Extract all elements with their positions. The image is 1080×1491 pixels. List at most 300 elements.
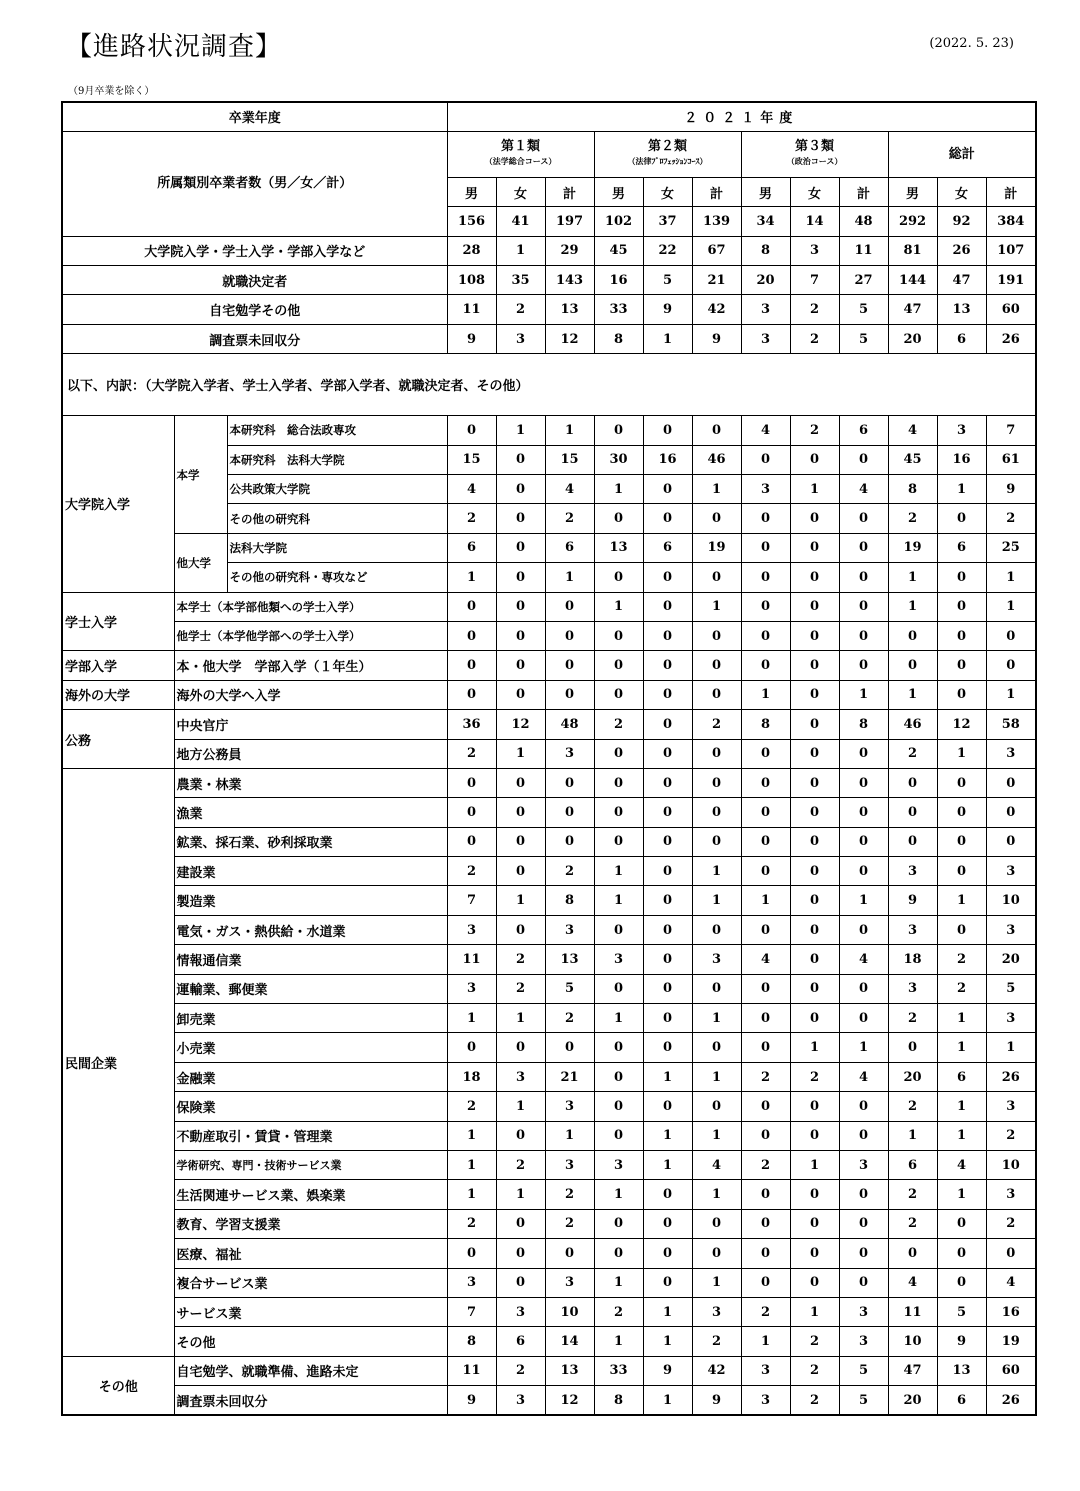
value-cell: 1	[692, 857, 741, 886]
value-cell: 1	[545, 1121, 594, 1150]
value-cell: 1	[594, 1180, 643, 1209]
value-cell: 0	[790, 974, 839, 1003]
value-cell: 0	[594, 1239, 643, 1268]
value-cell: 11	[447, 1356, 496, 1385]
value-cell: 6	[496, 1327, 545, 1356]
value-cell: 1	[643, 1151, 692, 1180]
value-cell: 9	[447, 324, 496, 353]
value-cell: 0	[447, 416, 496, 445]
row-label: 情報通信業	[174, 945, 447, 974]
value-cell: 1	[839, 680, 888, 709]
value-cell: 2	[545, 504, 594, 533]
value-cell: 0	[937, 857, 986, 886]
value-cell: 3	[839, 1151, 888, 1180]
row-label: 自宅勉学、就職準備、進路未定	[174, 1356, 447, 1385]
subcolumn-header: 男	[594, 177, 643, 206]
summary-label: 就職決定者	[62, 266, 447, 295]
value-cell: 13	[545, 1356, 594, 1385]
group-sub: （法律ﾌﾟﾛﾌｪｯｼｮﾝｺｰｽ）	[627, 156, 708, 167]
value-cell: 0	[741, 651, 790, 680]
value-cell: 0	[790, 1239, 839, 1268]
value-cell: 7	[986, 416, 1036, 445]
subcolumn-header: 計	[839, 177, 888, 206]
value-cell: 0	[790, 533, 839, 562]
value-cell: 9	[643, 1356, 692, 1385]
value-cell: 0	[790, 945, 839, 974]
value-cell: 0	[643, 1180, 692, 1209]
value-cell: 20	[986, 945, 1036, 974]
subcolumn-header: 女	[790, 177, 839, 206]
row-label: 不動産取引・賃貸・管理業	[174, 1121, 447, 1150]
value-cell: 2	[496, 295, 545, 324]
summary-label: 調査票未回収分	[62, 324, 447, 353]
value-cell: 2	[790, 295, 839, 324]
value-cell: 0	[692, 1209, 741, 1238]
value-cell: 0	[741, 621, 790, 650]
summary-row	[62, 266, 1036, 295]
value-cell: 0	[937, 827, 986, 856]
value-cell: 3	[496, 1297, 545, 1326]
value-cell: 0	[692, 621, 741, 650]
value-cell: 61	[986, 445, 1036, 474]
value-cell: 0	[594, 1033, 643, 1062]
value-cell: 2	[888, 1180, 937, 1209]
value-cell: 0	[496, 768, 545, 797]
value-cell: 0	[594, 827, 643, 856]
value-cell: 9	[447, 1386, 496, 1415]
value-cell: 2	[594, 710, 643, 739]
value-cell: 0	[447, 680, 496, 709]
year-label: 卒業年度	[62, 102, 447, 131]
value-cell: 0	[937, 621, 986, 650]
value-cell: 0	[496, 621, 545, 650]
value-cell: 3	[839, 1327, 888, 1356]
value-cell: 0	[741, 827, 790, 856]
value-cell: 0	[545, 1239, 594, 1268]
value-cell: 3	[741, 1356, 790, 1385]
row-label: 保険業	[174, 1092, 447, 1121]
total-cell: 14	[790, 207, 839, 236]
total-cell: 384	[986, 207, 1036, 236]
value-cell: 0	[839, 651, 888, 680]
value-cell: 0	[692, 974, 741, 1003]
private-row	[62, 1004, 1036, 1033]
value-cell: 3	[545, 1151, 594, 1180]
value-cell: 0	[937, 1268, 986, 1297]
value-cell: 3	[741, 295, 790, 324]
value-cell: 0	[496, 798, 545, 827]
subcolumn-header: 計	[545, 177, 594, 206]
value-cell: 0	[496, 563, 545, 592]
value-cell: 1	[937, 1033, 986, 1062]
value-cell: 13	[594, 533, 643, 562]
value-cell: 0	[594, 1121, 643, 1150]
row-label: 学術研究、専門・技術サービス業	[174, 1151, 447, 1180]
value-cell: 13	[545, 945, 594, 974]
year-row	[62, 102, 1036, 131]
value-cell: 0	[741, 798, 790, 827]
value-cell: 6	[937, 324, 986, 353]
value-cell: 0	[545, 798, 594, 827]
value-cell: 42	[692, 1356, 741, 1385]
value-cell: 0	[741, 739, 790, 768]
value-cell: 2	[496, 974, 545, 1003]
subcolumn-header: 女	[496, 177, 545, 206]
page-title: 【進路状況調査】	[66, 32, 283, 62]
value-cell: 0	[496, 651, 545, 680]
value-cell: 0	[790, 445, 839, 474]
value-cell: 0	[937, 651, 986, 680]
value-cell: 0	[790, 592, 839, 621]
value-cell: 2	[447, 1209, 496, 1238]
value-cell: 10	[986, 886, 1036, 915]
value-cell: 0	[692, 680, 741, 709]
public-row	[62, 710, 1036, 739]
value-cell: 0	[545, 680, 594, 709]
total-cell: 292	[888, 207, 937, 236]
value-cell: 0	[790, 621, 839, 650]
value-cell: 2	[545, 1004, 594, 1033]
value-cell: 6	[937, 1062, 986, 1091]
total-cell: 139	[692, 207, 741, 236]
breakdown-note: 以下、内訳：（大学院入学者、学士入学者、学部入学者、就職決定者、その他）	[62, 354, 1036, 416]
value-cell: 1	[594, 475, 643, 504]
value-cell: 0	[790, 827, 839, 856]
value-cell: 1	[496, 1004, 545, 1033]
value-cell: 0	[839, 1239, 888, 1268]
value-cell: 9	[692, 1386, 741, 1415]
row-label: 調査票未回収分	[174, 1386, 447, 1415]
value-cell: 0	[741, 915, 790, 944]
value-cell: 0	[643, 416, 692, 445]
summary-row	[62, 236, 1036, 265]
value-cell: 1	[594, 1268, 643, 1297]
value-cell: 26	[986, 324, 1036, 353]
category-label: 学部入学	[62, 651, 174, 680]
value-cell: 0	[790, 857, 839, 886]
total-cell: 48	[839, 207, 888, 236]
value-cell: 8	[741, 710, 790, 739]
value-cell: 47	[937, 266, 986, 295]
private-row	[62, 1033, 1036, 1062]
value-cell: 8	[741, 236, 790, 265]
value-cell: 1	[937, 1092, 986, 1121]
value-cell: 1	[937, 475, 986, 504]
value-cell: 2	[496, 1356, 545, 1385]
value-cell: 0	[496, 445, 545, 474]
value-cell: 0	[594, 504, 643, 533]
value-cell: 0	[643, 651, 692, 680]
private-row	[62, 827, 1036, 856]
private-row	[62, 798, 1036, 827]
value-cell: 0	[839, 974, 888, 1003]
overseas-row	[62, 680, 1036, 709]
value-cell: 1	[447, 1151, 496, 1180]
value-cell: 4	[986, 1268, 1036, 1297]
value-cell: 19	[986, 1327, 1036, 1356]
row-label: 公共政策大学院	[227, 475, 447, 504]
value-cell: 3	[741, 1386, 790, 1415]
value-cell: 1	[937, 886, 986, 915]
value-cell: 0	[937, 592, 986, 621]
category-label: 海外の大学	[62, 680, 174, 709]
value-cell: 2	[545, 1180, 594, 1209]
value-cell: 0	[496, 1268, 545, 1297]
value-cell: 5	[986, 974, 1036, 1003]
value-cell: 2	[888, 504, 937, 533]
value-cell: 1	[496, 886, 545, 915]
row-label: 地方公務員	[174, 739, 447, 768]
value-cell: 0	[496, 827, 545, 856]
count-label: 所属類別卒業者数（男／女／計）	[62, 131, 447, 236]
value-cell: 0	[594, 1092, 643, 1121]
value-cell: 0	[888, 1239, 937, 1268]
value-cell: 1	[692, 1180, 741, 1209]
other-row	[62, 1386, 1036, 1415]
value-cell: 1	[937, 1121, 986, 1150]
value-cell: 3	[741, 475, 790, 504]
value-cell: 0	[986, 1239, 1036, 1268]
value-cell: 0	[790, 563, 839, 592]
value-cell: 1	[545, 416, 594, 445]
value-cell: 0	[790, 680, 839, 709]
value-cell: 0	[741, 1268, 790, 1297]
value-cell: 1	[937, 739, 986, 768]
value-cell: 0	[643, 504, 692, 533]
value-cell: 1	[986, 1033, 1036, 1062]
value-cell: 58	[986, 710, 1036, 739]
value-cell: 0	[643, 886, 692, 915]
value-cell: 3	[986, 739, 1036, 768]
value-cell: 3	[692, 945, 741, 974]
value-cell: 0	[741, 563, 790, 592]
value-cell: 3	[545, 1092, 594, 1121]
value-cell: 0	[888, 651, 937, 680]
private-row	[62, 915, 1036, 944]
private-row	[62, 768, 1036, 797]
value-cell: 0	[741, 1121, 790, 1150]
category-label: 公務	[62, 710, 174, 769]
summary-label: 自宅勉学その他	[62, 295, 447, 324]
total-cell: 34	[741, 207, 790, 236]
exclusion-note: （9月卒業を除く）	[68, 86, 155, 97]
value-cell: 3	[839, 1297, 888, 1326]
value-cell: 0	[447, 1033, 496, 1062]
value-cell: 4	[888, 1268, 937, 1297]
value-cell: 20	[888, 1386, 937, 1415]
private-row	[62, 974, 1036, 1003]
value-cell: 1	[496, 1092, 545, 1121]
value-cell: 2	[741, 1062, 790, 1091]
subcategory-label: 他大学	[174, 533, 227, 592]
value-cell: 0	[790, 915, 839, 944]
value-cell: 3	[447, 974, 496, 1003]
value-cell: 0	[545, 768, 594, 797]
value-cell: 16	[594, 266, 643, 295]
row-label: 教育、学習支援業	[174, 1209, 447, 1238]
value-cell: 1	[643, 1297, 692, 1326]
value-cell: 0	[790, 710, 839, 739]
value-cell: 10	[986, 1151, 1036, 1180]
value-cell: 3	[594, 945, 643, 974]
value-cell: 2	[741, 1151, 790, 1180]
value-cell: 3	[447, 915, 496, 944]
value-cell: 2	[986, 1121, 1036, 1150]
value-cell: 0	[790, 1180, 839, 1209]
report-date: (2022. 5. 23)	[929, 36, 1014, 51]
value-cell: 46	[692, 445, 741, 474]
value-cell: 1	[496, 236, 545, 265]
value-cell: 0	[643, 1239, 692, 1268]
private-row	[62, 1209, 1036, 1238]
value-cell: 0	[594, 768, 643, 797]
total-cell: 102	[594, 207, 643, 236]
value-cell: 0	[545, 651, 594, 680]
value-cell: 9	[692, 324, 741, 353]
value-cell: 0	[545, 592, 594, 621]
value-cell: 4	[839, 1062, 888, 1091]
value-cell: 0	[888, 1033, 937, 1062]
value-cell: 0	[741, 974, 790, 1003]
value-cell: 0	[741, 1033, 790, 1062]
faculty-row	[62, 651, 1036, 680]
value-cell: 0	[496, 1033, 545, 1062]
value-cell: 1	[447, 1004, 496, 1033]
subcolumn-header: 計	[986, 177, 1036, 206]
value-cell: 1	[692, 1004, 741, 1033]
value-cell: 1	[643, 1062, 692, 1091]
subcolumn-header: 男	[447, 177, 496, 206]
value-cell: 0	[741, 592, 790, 621]
value-cell: 4	[741, 945, 790, 974]
row-label: 小売業	[174, 1033, 447, 1062]
value-cell: 0	[790, 1092, 839, 1121]
value-cell: 0	[692, 798, 741, 827]
row-label: その他の研究科・専攻など	[227, 563, 447, 592]
value-cell: 3	[888, 857, 937, 886]
value-cell: 0	[741, 768, 790, 797]
value-cell: 0	[741, 1092, 790, 1121]
value-cell: 1	[888, 680, 937, 709]
value-cell: 11	[447, 945, 496, 974]
value-cell: 2	[790, 324, 839, 353]
value-cell: 46	[888, 710, 937, 739]
value-cell: 2	[888, 1092, 937, 1121]
value-cell: 0	[839, 1209, 888, 1238]
value-cell: 45	[594, 236, 643, 265]
value-cell: 18	[447, 1062, 496, 1091]
value-cell: 2	[937, 945, 986, 974]
value-cell: 0	[594, 739, 643, 768]
value-cell: 25	[986, 533, 1036, 562]
value-cell: 3	[986, 857, 1036, 886]
value-cell: 0	[790, 651, 839, 680]
value-cell: 1	[790, 1151, 839, 1180]
other-row	[62, 1356, 1036, 1385]
value-cell: 0	[839, 1092, 888, 1121]
value-cell: 9	[937, 1327, 986, 1356]
value-cell: 3	[545, 1268, 594, 1297]
value-cell: 3	[888, 915, 937, 944]
value-cell: 2	[790, 1327, 839, 1356]
value-cell: 12	[545, 1386, 594, 1415]
value-cell: 1	[594, 592, 643, 621]
value-cell: 0	[839, 798, 888, 827]
value-cell: 33	[594, 1356, 643, 1385]
year-value: ２０２１年度	[447, 102, 1036, 131]
bachelor-row	[62, 621, 1036, 650]
value-cell: 4	[692, 1151, 741, 1180]
value-cell: 18	[888, 945, 937, 974]
value-cell: 13	[937, 295, 986, 324]
value-cell: 0	[839, 563, 888, 592]
value-cell: 0	[986, 827, 1036, 856]
row-label: 法科大学院	[227, 533, 447, 562]
value-cell: 0	[643, 1033, 692, 1062]
value-cell: 2	[741, 1297, 790, 1326]
value-cell: 0	[643, 857, 692, 886]
value-cell: 1	[692, 475, 741, 504]
value-cell: 3	[545, 915, 594, 944]
subcolumn-header: 女	[937, 177, 986, 206]
value-cell: 0	[594, 680, 643, 709]
value-cell: 15	[545, 445, 594, 474]
value-cell: 0	[643, 592, 692, 621]
value-cell: 1	[888, 592, 937, 621]
value-cell: 3	[496, 1062, 545, 1091]
value-cell: 3	[545, 739, 594, 768]
value-cell: 0	[839, 1004, 888, 1033]
value-cell: 2	[790, 1386, 839, 1415]
value-cell: 0	[643, 710, 692, 739]
value-cell: 14	[545, 1327, 594, 1356]
value-cell: 0	[447, 827, 496, 856]
private-row	[62, 1151, 1036, 1180]
row-label: 卸売業	[174, 1004, 447, 1033]
row-label: その他の研究科	[227, 504, 447, 533]
value-cell: 3	[986, 1092, 1036, 1121]
row-label: 本研究科 総合法政専攻	[227, 416, 447, 445]
value-cell: 1	[643, 1121, 692, 1150]
value-cell: 12	[545, 324, 594, 353]
value-cell: 2	[447, 504, 496, 533]
value-cell: 81	[888, 236, 937, 265]
row-label: 中央官庁	[174, 710, 447, 739]
value-cell: 0	[692, 1033, 741, 1062]
private-row	[62, 1180, 1036, 1209]
value-cell: 26	[986, 1062, 1036, 1091]
value-cell: 0	[839, 592, 888, 621]
value-cell: 0	[986, 798, 1036, 827]
value-cell: 3	[496, 324, 545, 353]
value-cell: 13	[545, 295, 594, 324]
value-cell: 6	[545, 533, 594, 562]
value-cell: 0	[839, 768, 888, 797]
value-cell: 0	[839, 857, 888, 886]
value-cell: 0	[496, 1239, 545, 1268]
value-cell: 0	[839, 504, 888, 533]
value-cell: 28	[447, 236, 496, 265]
value-cell: 0	[496, 857, 545, 886]
value-cell: 1	[937, 1004, 986, 1033]
value-cell: 6	[447, 533, 496, 562]
private-row	[62, 1297, 1036, 1326]
value-cell: 191	[986, 266, 1036, 295]
value-cell: 0	[790, 886, 839, 915]
value-cell: 0	[594, 974, 643, 1003]
private-row	[62, 1062, 1036, 1091]
value-cell: 21	[692, 266, 741, 295]
